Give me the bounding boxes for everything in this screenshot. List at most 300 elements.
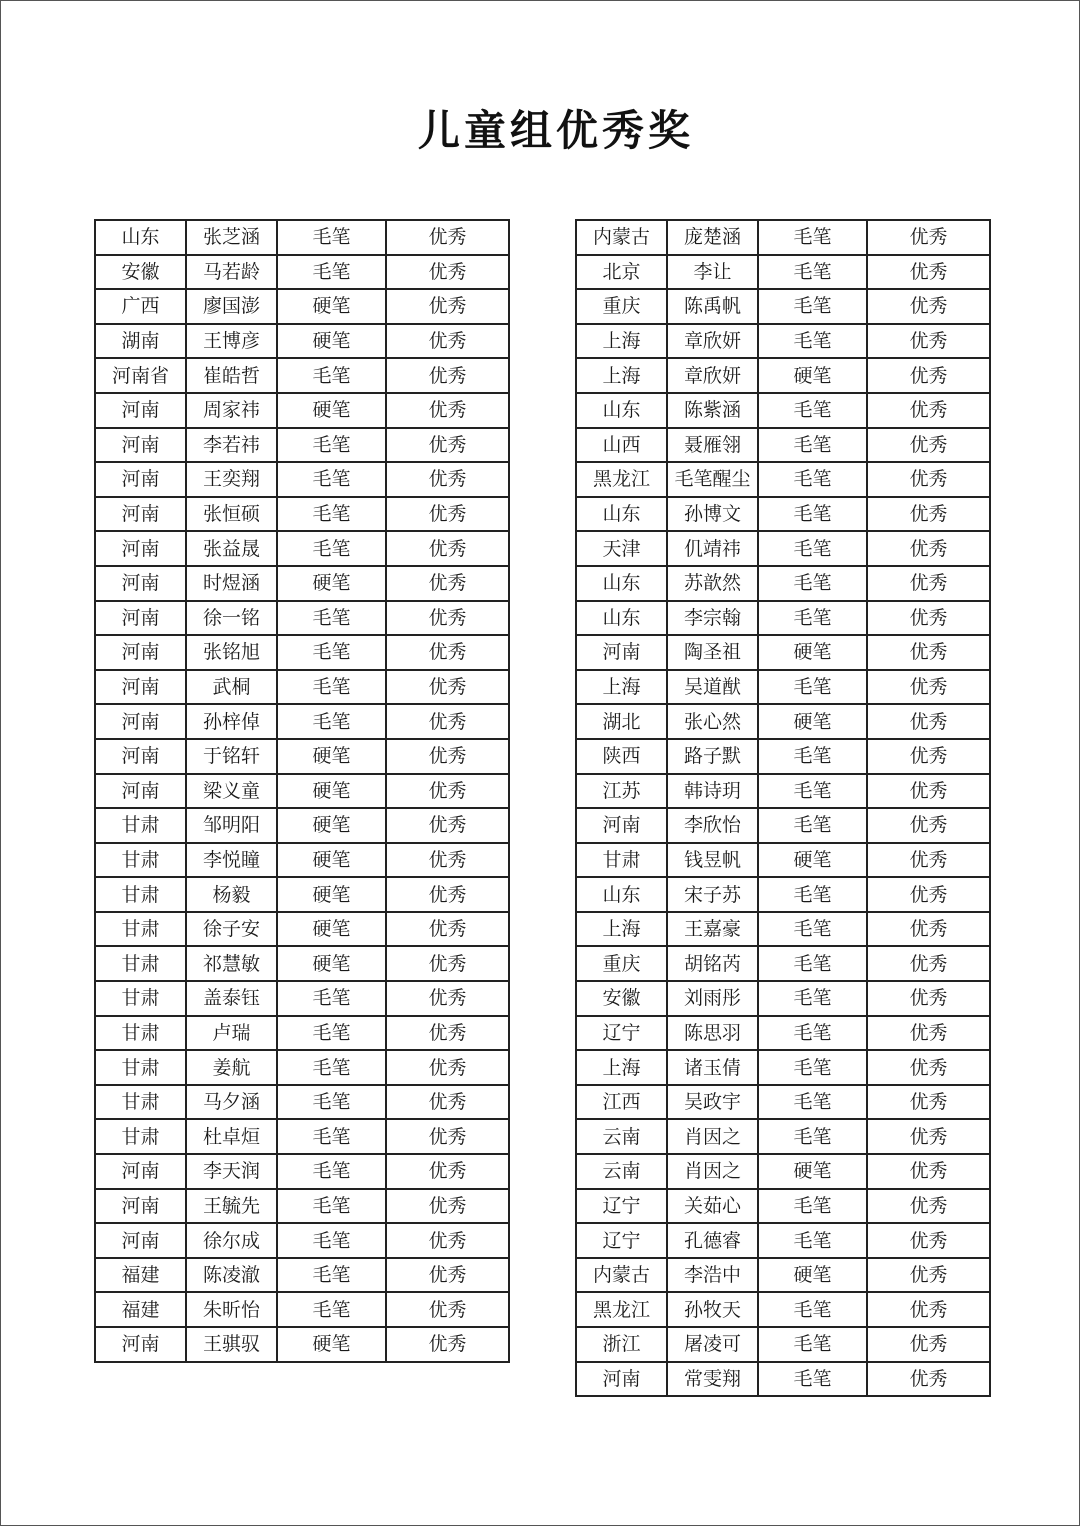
category-cell: 毛笔 — [758, 1050, 867, 1085]
province-cell: 甘肃 — [95, 843, 186, 878]
award-cell: 优秀 — [867, 843, 990, 878]
table-row — [576, 843, 990, 878]
name-cell: 张心然 — [667, 704, 758, 739]
category-cell: 毛笔 — [758, 462, 867, 497]
name-cell: 王毓先 — [186, 1189, 277, 1224]
table-row — [95, 255, 509, 290]
province-cell: 上海 — [576, 670, 667, 705]
award-cell: 优秀 — [386, 635, 509, 670]
name-cell: 陈思羽 — [667, 1016, 758, 1051]
award-cell: 优秀 — [386, 324, 509, 359]
province-cell: 内蒙古 — [576, 1258, 667, 1293]
province-cell: 湖南 — [95, 324, 186, 359]
award-cell: 优秀 — [867, 601, 990, 636]
table-row — [576, 531, 990, 566]
name-cell: 李悦瞳 — [186, 843, 277, 878]
name-cell: 屠凌可 — [667, 1327, 758, 1362]
table-row — [95, 912, 509, 947]
name-cell: 王博彦 — [186, 324, 277, 359]
name-cell: 陈禹帆 — [667, 289, 758, 324]
table-row — [576, 601, 990, 636]
category-cell: 毛笔 — [758, 324, 867, 359]
award-cell: 优秀 — [867, 1050, 990, 1085]
category-cell: 毛笔 — [758, 531, 867, 566]
name-cell: 韩诗玥 — [667, 774, 758, 809]
category-cell: 毛笔 — [758, 774, 867, 809]
category-cell: 毛笔 — [277, 1119, 386, 1154]
province-cell: 上海 — [576, 1050, 667, 1085]
name-cell: 马若龄 — [186, 255, 277, 290]
province-cell: 河南 — [95, 1189, 186, 1224]
table-row — [576, 393, 990, 428]
table-row — [576, 220, 990, 255]
category-cell: 硬笔 — [758, 635, 867, 670]
table-row — [95, 704, 509, 739]
award-cell: 优秀 — [386, 1189, 509, 1224]
award-cell: 优秀 — [867, 220, 990, 255]
table-row — [576, 1223, 990, 1258]
category-cell: 毛笔 — [277, 255, 386, 290]
name-cell: 崔皓哲 — [186, 358, 277, 393]
name-cell: 张益晟 — [186, 531, 277, 566]
table-row — [95, 1258, 509, 1293]
province-cell: 广西 — [95, 289, 186, 324]
table-row — [95, 1085, 509, 1120]
province-cell: 山西 — [576, 428, 667, 463]
table-row — [576, 1327, 990, 1362]
table-row — [95, 670, 509, 705]
table-row — [576, 704, 990, 739]
category-cell: 硬笔 — [277, 843, 386, 878]
table-row — [576, 1050, 990, 1085]
province-cell: 河南 — [576, 1362, 667, 1397]
award-cell: 优秀 — [386, 1258, 509, 1293]
award-cell: 优秀 — [386, 774, 509, 809]
category-cell: 毛笔 — [277, 635, 386, 670]
award-cell: 优秀 — [386, 1327, 509, 1362]
province-cell: 安徽 — [95, 255, 186, 290]
category-cell: 毛笔 — [277, 428, 386, 463]
award-cell: 优秀 — [386, 1016, 509, 1051]
table-row — [95, 601, 509, 636]
name-cell: 孔德睿 — [667, 1223, 758, 1258]
name-cell: 吴政宇 — [667, 1085, 758, 1120]
award-cell: 优秀 — [386, 843, 509, 878]
award-cell: 优秀 — [867, 531, 990, 566]
award-cell: 优秀 — [386, 946, 509, 981]
awards-table-left — [94, 219, 510, 1363]
name-cell: 廖国澎 — [186, 289, 277, 324]
category-cell: 硬笔 — [277, 1327, 386, 1362]
name-cell: 梁义童 — [186, 774, 277, 809]
award-cell: 优秀 — [386, 1292, 509, 1327]
table-row — [576, 428, 990, 463]
name-cell: 苏歆然 — [667, 566, 758, 601]
name-cell: 徐子安 — [186, 912, 277, 947]
province-cell: 河南 — [95, 601, 186, 636]
category-cell: 毛笔 — [758, 1327, 867, 1362]
category-cell: 硬笔 — [277, 739, 386, 774]
name-cell: 杨毅 — [186, 877, 277, 912]
table-row — [95, 1189, 509, 1224]
category-cell: 毛笔 — [758, 808, 867, 843]
table-row — [576, 1119, 990, 1154]
category-cell: 硬笔 — [758, 704, 867, 739]
province-cell: 山东 — [576, 566, 667, 601]
name-cell: 李浩中 — [667, 1258, 758, 1293]
province-cell: 甘肃 — [95, 877, 186, 912]
category-cell: 毛笔 — [758, 1362, 867, 1397]
award-cell: 优秀 — [867, 1016, 990, 1051]
name-cell: 李宗翰 — [667, 601, 758, 636]
table-row — [95, 289, 509, 324]
category-cell: 毛笔 — [758, 1085, 867, 1120]
table-row — [576, 1085, 990, 1120]
award-cell: 优秀 — [867, 635, 990, 670]
table-row — [95, 220, 509, 255]
table-row — [95, 1050, 509, 1085]
table-row — [95, 324, 509, 359]
category-cell: 毛笔 — [758, 289, 867, 324]
category-cell: 毛笔 — [758, 220, 867, 255]
name-cell: 姜航 — [186, 1050, 277, 1085]
category-cell: 毛笔 — [758, 981, 867, 1016]
table-row — [576, 497, 990, 532]
category-cell: 毛笔 — [758, 255, 867, 290]
category-cell: 毛笔 — [277, 1050, 386, 1085]
province-cell: 山东 — [576, 393, 667, 428]
province-cell: 辽宁 — [576, 1189, 667, 1224]
award-cell: 优秀 — [386, 601, 509, 636]
category-cell: 毛笔 — [758, 1223, 867, 1258]
name-cell: 关茹心 — [667, 1189, 758, 1224]
table-row — [576, 1154, 990, 1189]
province-cell: 甘肃 — [95, 912, 186, 947]
award-cell: 优秀 — [867, 670, 990, 705]
award-cell: 优秀 — [386, 808, 509, 843]
name-cell: 周家祎 — [186, 393, 277, 428]
name-cell: 卢瑞 — [186, 1016, 277, 1051]
table-row — [95, 1292, 509, 1327]
category-cell: 毛笔 — [277, 1223, 386, 1258]
category-cell: 毛笔 — [277, 1292, 386, 1327]
award-cell: 优秀 — [867, 1119, 990, 1154]
award-cell: 优秀 — [386, 1119, 509, 1154]
category-cell: 毛笔 — [758, 393, 867, 428]
table-row — [95, 393, 509, 428]
table-row — [576, 462, 990, 497]
name-cell: 聂雁翎 — [667, 428, 758, 463]
province-cell: 重庆 — [576, 289, 667, 324]
category-cell: 毛笔 — [277, 981, 386, 1016]
province-cell: 辽宁 — [576, 1223, 667, 1258]
name-cell: 张恒硕 — [186, 497, 277, 532]
province-cell: 甘肃 — [95, 1050, 186, 1085]
category-cell: 硬笔 — [277, 393, 386, 428]
award-cell: 优秀 — [386, 462, 509, 497]
table-row — [95, 497, 509, 532]
category-cell: 毛笔 — [277, 670, 386, 705]
name-cell: 陶圣祖 — [667, 635, 758, 670]
province-cell: 浙江 — [576, 1327, 667, 1362]
name-cell: 盖泰钰 — [186, 981, 277, 1016]
name-cell: 李天润 — [186, 1154, 277, 1189]
category-cell: 毛笔 — [277, 531, 386, 566]
award-cell: 优秀 — [386, 393, 509, 428]
province-cell: 甘肃 — [95, 946, 186, 981]
category-cell: 毛笔 — [758, 1016, 867, 1051]
award-cell: 优秀 — [867, 774, 990, 809]
province-cell: 河南 — [95, 393, 186, 428]
table-row — [576, 635, 990, 670]
table-row — [576, 946, 990, 981]
province-cell: 河南 — [95, 774, 186, 809]
category-cell: 毛笔 — [277, 497, 386, 532]
province-cell: 山东 — [576, 877, 667, 912]
table-row — [576, 877, 990, 912]
table-row — [95, 566, 509, 601]
table-row — [95, 739, 509, 774]
province-cell: 山东 — [576, 601, 667, 636]
province-cell: 福建 — [95, 1292, 186, 1327]
province-cell: 重庆 — [576, 946, 667, 981]
table-row — [576, 739, 990, 774]
name-cell: 章欣妍 — [667, 358, 758, 393]
province-cell: 安徽 — [576, 981, 667, 1016]
name-cell: 李欣怡 — [667, 808, 758, 843]
award-cell: 优秀 — [867, 324, 990, 359]
category-cell: 毛笔 — [758, 428, 867, 463]
award-cell: 优秀 — [386, 1085, 509, 1120]
category-cell: 毛笔 — [277, 1016, 386, 1051]
name-cell: 肖因之 — [667, 1119, 758, 1154]
award-cell: 优秀 — [386, 566, 509, 601]
name-cell: 于铭轩 — [186, 739, 277, 774]
category-cell: 毛笔 — [758, 912, 867, 947]
table-row — [95, 1327, 509, 1362]
name-cell: 李若祎 — [186, 428, 277, 463]
province-cell: 黑龙江 — [576, 1292, 667, 1327]
category-cell: 毛笔 — [758, 566, 867, 601]
name-cell: 钱昱帆 — [667, 843, 758, 878]
table-row — [576, 981, 990, 1016]
category-cell: 硬笔 — [277, 324, 386, 359]
table-row — [95, 635, 509, 670]
province-cell: 江苏 — [576, 774, 667, 809]
award-cell: 优秀 — [867, 946, 990, 981]
province-cell: 内蒙古 — [576, 220, 667, 255]
award-cell: 优秀 — [386, 428, 509, 463]
name-cell: 孙梓倬 — [186, 704, 277, 739]
province-cell: 甘肃 — [576, 843, 667, 878]
category-cell: 硬笔 — [277, 946, 386, 981]
name-cell: 时煜涵 — [186, 566, 277, 601]
table-row — [95, 877, 509, 912]
name-cell: 杜卓烜 — [186, 1119, 277, 1154]
category-cell: 硬笔 — [758, 843, 867, 878]
province-cell: 河南省 — [95, 358, 186, 393]
table-row — [95, 531, 509, 566]
province-cell: 上海 — [576, 912, 667, 947]
award-cell: 优秀 — [386, 220, 509, 255]
award-cell: 优秀 — [386, 739, 509, 774]
name-cell: 朱昕怡 — [186, 1292, 277, 1327]
table-row — [95, 981, 509, 1016]
name-cell: 孙博文 — [667, 497, 758, 532]
table-row — [95, 428, 509, 463]
province-cell: 辽宁 — [576, 1016, 667, 1051]
table-row — [576, 255, 990, 290]
name-cell: 陈紫涵 — [667, 393, 758, 428]
name-cell: 张芝涵 — [186, 220, 277, 255]
name-cell: 宋子苏 — [667, 877, 758, 912]
table-row — [95, 843, 509, 878]
province-cell: 河南 — [95, 739, 186, 774]
name-cell: 仉靖祎 — [667, 531, 758, 566]
category-cell: 硬笔 — [758, 1154, 867, 1189]
table-row — [576, 808, 990, 843]
table-row — [576, 566, 990, 601]
category-cell: 硬笔 — [277, 877, 386, 912]
table-row — [576, 324, 990, 359]
award-cell: 优秀 — [867, 1258, 990, 1293]
category-cell: 毛笔 — [758, 1119, 867, 1154]
category-cell: 毛笔 — [758, 497, 867, 532]
category-cell: 毛笔 — [277, 462, 386, 497]
award-cell: 优秀 — [867, 462, 990, 497]
name-cell: 肖因之 — [667, 1154, 758, 1189]
name-cell: 章欣妍 — [667, 324, 758, 359]
table-row — [576, 289, 990, 324]
award-cell: 优秀 — [867, 289, 990, 324]
award-cell: 优秀 — [867, 808, 990, 843]
province-cell: 云南 — [576, 1119, 667, 1154]
award-cell: 优秀 — [386, 255, 509, 290]
category-cell: 毛笔 — [277, 1258, 386, 1293]
award-cell: 优秀 — [867, 393, 990, 428]
table-row — [576, 670, 990, 705]
category-cell: 硬笔 — [758, 1258, 867, 1293]
category-cell: 毛笔 — [758, 877, 867, 912]
name-cell: 路子默 — [667, 739, 758, 774]
awards-table-right — [575, 219, 991, 1397]
award-cell: 优秀 — [867, 981, 990, 1016]
category-cell: 硬笔 — [277, 774, 386, 809]
province-cell: 云南 — [576, 1154, 667, 1189]
province-cell: 北京 — [576, 255, 667, 290]
province-cell: 山东 — [95, 220, 186, 255]
name-cell: 孙牧天 — [667, 1292, 758, 1327]
province-cell: 福建 — [95, 1258, 186, 1293]
province-cell: 河南 — [95, 670, 186, 705]
province-cell: 河南 — [95, 566, 186, 601]
award-cell: 优秀 — [867, 255, 990, 290]
table-row — [576, 358, 990, 393]
category-cell: 硬笔 — [277, 289, 386, 324]
table-row — [95, 1119, 509, 1154]
award-cell: 优秀 — [386, 981, 509, 1016]
award-cell: 优秀 — [867, 1189, 990, 1224]
name-cell: 陈凌澈 — [186, 1258, 277, 1293]
award-cell: 优秀 — [386, 531, 509, 566]
province-cell: 河南 — [95, 462, 186, 497]
category-cell: 毛笔 — [277, 1154, 386, 1189]
province-cell: 天津 — [576, 531, 667, 566]
category-cell: 毛笔 — [277, 1085, 386, 1120]
award-cell: 优秀 — [867, 358, 990, 393]
award-cell: 优秀 — [867, 1327, 990, 1362]
province-cell: 河南 — [95, 497, 186, 532]
award-cell: 优秀 — [867, 704, 990, 739]
province-cell: 河南 — [576, 635, 667, 670]
province-cell: 河南 — [95, 704, 186, 739]
province-cell: 甘肃 — [95, 1016, 186, 1051]
category-cell: 硬笔 — [277, 912, 386, 947]
name-cell: 马夕涵 — [186, 1085, 277, 1120]
province-cell: 河南 — [576, 808, 667, 843]
table-row — [95, 1016, 509, 1051]
table-row — [576, 1016, 990, 1051]
category-cell: 毛笔 — [277, 704, 386, 739]
award-cell: 优秀 — [867, 877, 990, 912]
name-cell: 李让 — [667, 255, 758, 290]
category-cell: 毛笔 — [758, 1292, 867, 1327]
category-cell: 毛笔 — [277, 1189, 386, 1224]
award-cell: 优秀 — [867, 428, 990, 463]
award-cell: 优秀 — [386, 1154, 509, 1189]
table-row — [95, 808, 509, 843]
province-cell: 河南 — [95, 1154, 186, 1189]
award-cell: 优秀 — [867, 1362, 990, 1397]
table-row — [95, 1154, 509, 1189]
province-cell: 上海 — [576, 358, 667, 393]
page-title: 儿童组优秀奖 — [417, 106, 694, 155]
name-cell: 徐一铭 — [186, 601, 277, 636]
table-row — [576, 912, 990, 947]
name-cell: 邹明阳 — [186, 808, 277, 843]
table-row — [95, 1223, 509, 1258]
name-cell: 祁慧敏 — [186, 946, 277, 981]
award-cell: 优秀 — [867, 739, 990, 774]
table-row — [576, 1362, 990, 1397]
category-cell: 毛笔 — [758, 601, 867, 636]
province-cell: 山东 — [576, 497, 667, 532]
name-cell: 武桐 — [186, 670, 277, 705]
province-cell: 河南 — [95, 428, 186, 463]
table-row — [576, 1292, 990, 1327]
province-cell: 河南 — [95, 635, 186, 670]
category-cell: 毛笔 — [758, 1189, 867, 1224]
name-cell: 王骐驭 — [186, 1327, 277, 1362]
award-cell: 优秀 — [386, 289, 509, 324]
province-cell: 湖北 — [576, 704, 667, 739]
province-cell: 江西 — [576, 1085, 667, 1120]
award-cell: 优秀 — [867, 1292, 990, 1327]
award-cell: 优秀 — [867, 1223, 990, 1258]
province-cell: 河南 — [95, 1223, 186, 1258]
province-cell: 上海 — [576, 324, 667, 359]
category-cell: 硬笔 — [277, 566, 386, 601]
category-cell: 毛笔 — [758, 946, 867, 981]
province-cell: 陕西 — [576, 739, 667, 774]
award-cell: 优秀 — [867, 1085, 990, 1120]
award-cell: 优秀 — [386, 704, 509, 739]
name-cell: 刘雨彤 — [667, 981, 758, 1016]
province-cell: 甘肃 — [95, 1085, 186, 1120]
award-cell: 优秀 — [867, 497, 990, 532]
table-row — [95, 946, 509, 981]
category-cell: 毛笔 — [277, 601, 386, 636]
